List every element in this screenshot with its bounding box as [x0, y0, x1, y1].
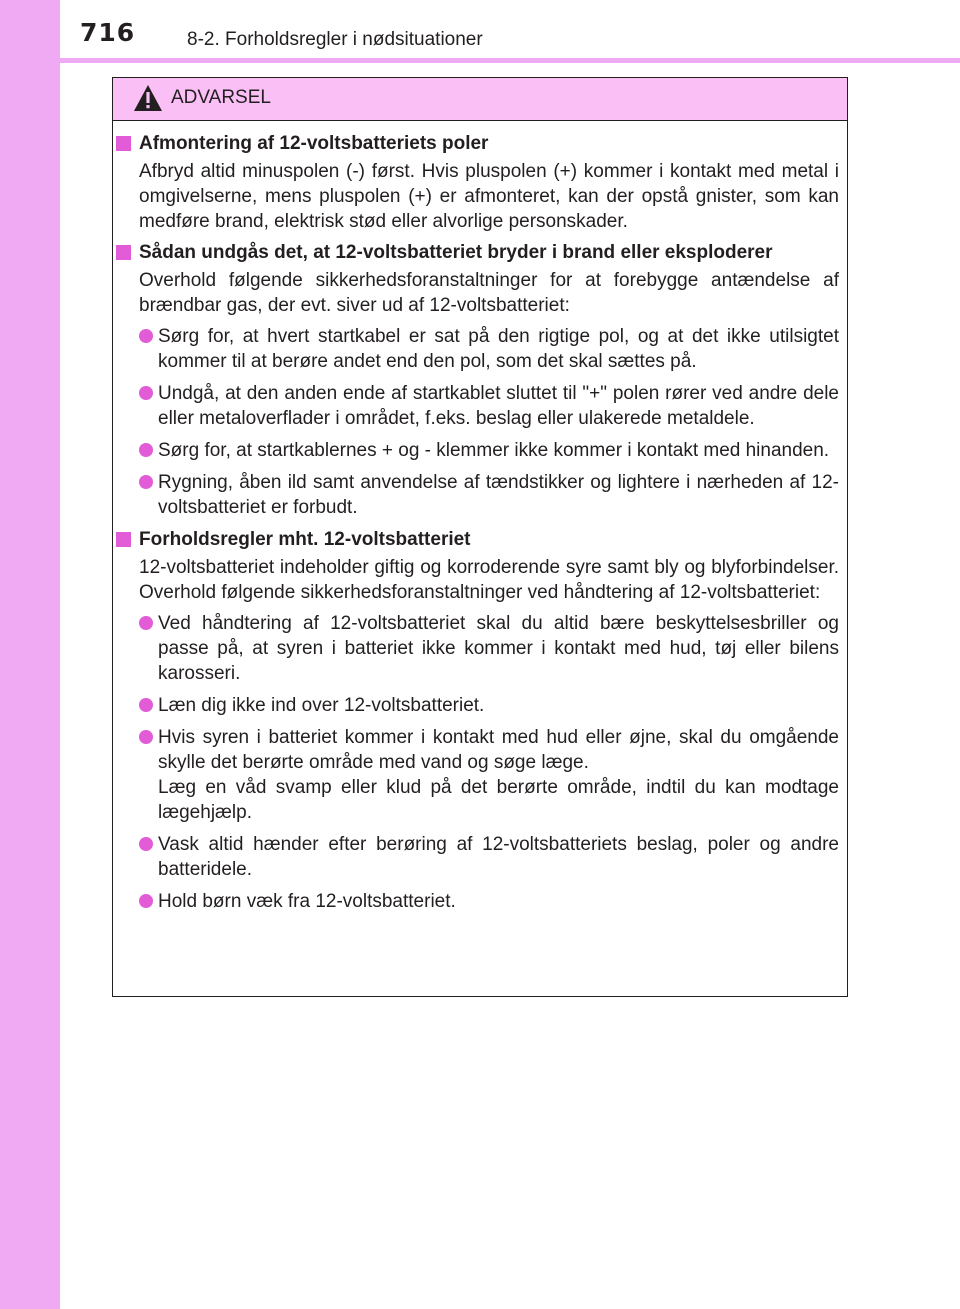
side-color-bar [0, 0, 60, 1309]
header-rule [60, 58, 960, 63]
square-bullet-icon [116, 245, 131, 260]
page-number: 716 [80, 18, 136, 47]
list-item: Sørg for, at hvert startkabel er sat på den rigtige pol, og at det ikke utilsigtet kommer til at berøre andet end den pol, som det skal sættes på. [113, 324, 839, 374]
list-item: Ved håndtering af 12-voltsbatteriet skal du altid bære beskyttelsesbriller og passe på, at syren i batteriet ikke kommer i kontakt med hud, tøj eller bilens karosseri. [113, 611, 839, 686]
circle-bullet-icon [139, 698, 153, 712]
warning-body [113, 131, 847, 921]
circle-bullet-icon [139, 837, 153, 851]
list-item: Læn dig ikke ind over 12-voltsbatteriet. [113, 693, 839, 718]
list-item: Vask altid hænder efter berøring af 12-voltsbatteriets beslag, poler og andre batteridele. [113, 832, 839, 882]
section-title: 8-2. Forholdsregler i nødsituationer [187, 29, 483, 50]
section-heading: Forholdsregler mht. 12-voltsbatteriet [113, 527, 839, 552]
circle-bullet-icon [139, 329, 153, 343]
warning-box [112, 77, 848, 997]
list-item: Sørg for, at startkablernes + og - klemmer ikke kommer i kontakt med hinanden. [113, 438, 839, 463]
list-item: Undgå, at den anden ende af startkablet sluttet til "+" polen rører ved andre dele eller metaloverflader i området, f.eks. beslag eller ulakerede metaldele. [113, 381, 839, 431]
square-bullet-icon [116, 136, 131, 151]
section-paragraph: Overhold følgende sikkerhedsforanstaltninger for at forebygge antændelse af brændbar gas, der evt. siver ud af 12-voltsbatteriet: [139, 270, 839, 316]
circle-bullet-icon [139, 616, 153, 630]
circle-bullet-icon [139, 730, 153, 744]
section-paragraph: Afbryd altid minuspolen (-) først. Hvis pluspolen (+) kommer i kontakt med metal i omgivelserne, mens pluspolen (+) er afmonteret, kan der opstå gnister, som kan medføre brand, elektrisk stød eller alvorlige personskader. [139, 161, 839, 232]
list-item: Hvis syren i batteriet kommer i kontakt med hud eller øjne, skal du omgående skylle det berørte område med vand og søge læge. Læg en våd svamp eller klud på det berørte område, indtil du kan modtage lægehjælp. [113, 725, 839, 825]
warning-header [113, 78, 847, 121]
square-bullet-icon [116, 532, 131, 547]
circle-bullet-icon [139, 894, 153, 908]
list-item: Hold børn væk fra 12-voltsbatteriet. [113, 889, 839, 914]
warning-triangle-icon [133, 84, 163, 112]
circle-bullet-icon [139, 443, 153, 457]
section-heading: Sådan undgås det, at 12-voltsbatteriet bryder i brand eller eksploderer [113, 240, 839, 265]
circle-bullet-icon [139, 386, 153, 400]
list-item: Rygning, åben ild samt anvendelse af tændstikker og lightere i nærheden af 12-voltsbatteriet er forbudt. [113, 470, 839, 520]
warning-label: ADVARSEL [171, 87, 271, 108]
section-paragraph: 12-voltsbatteriet indeholder giftig og korroderende syre samt bly og blyforbindelser. Overhold følgende sikkerhedsforanstaltninger ved håndtering af 12-voltsbatteriet: [139, 557, 839, 603]
section-heading: Afmontering af 12-voltsbatteriets poler [113, 131, 839, 156]
circle-bullet-icon [139, 475, 153, 489]
